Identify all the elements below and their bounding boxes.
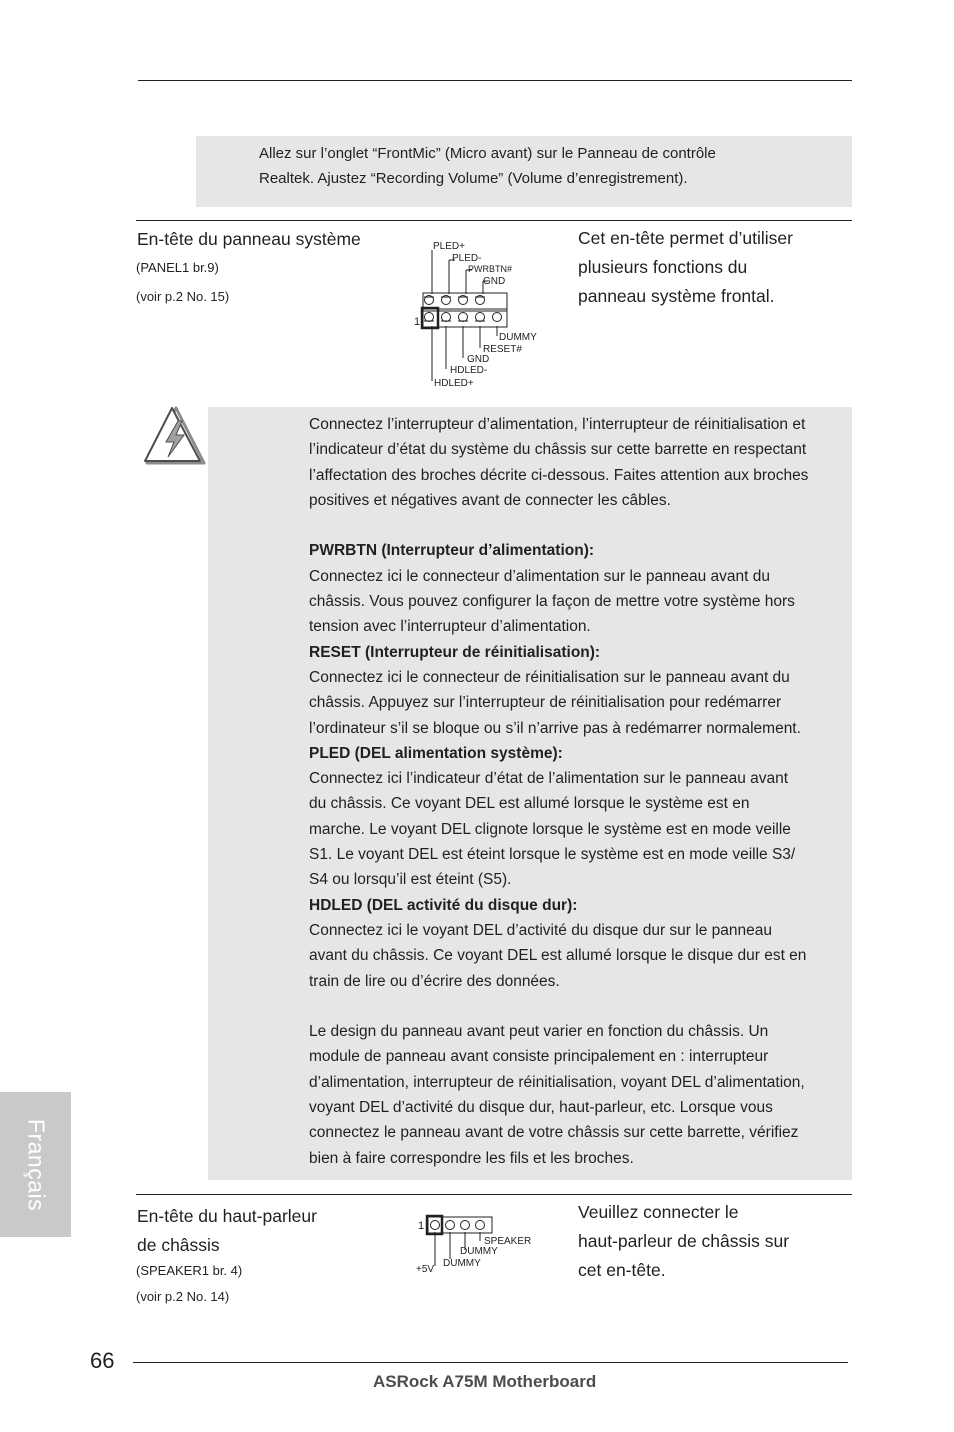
hdled-line-2: avant du châssis. Ce voyant DEL est allumé lorsque le disque dur est en — [309, 947, 807, 965]
language-tab-label: Français — [23, 1118, 49, 1211]
speaker-desc-line-2: haut-parleur de châssis sur — [578, 1231, 790, 1251]
pin-label-gnd-bottom: GND — [467, 354, 490, 365]
intro-line-1: Connectez l’interrupteur d’alimentation, l’interrupteur de réinitialisation et — [309, 416, 806, 433]
speaker-pin1-label: 1 — [418, 1220, 425, 1232]
pwrbtn-line-3: tension avec l’interrupteur d’alimentation. — [309, 618, 591, 636]
pin-label-hdled-minus: HDLED- — [450, 365, 488, 376]
speaker-section-rule — [136, 1194, 852, 1195]
speaker-header-title — [137, 1202, 317, 1260]
hdled-line-3: train de lire ou d’écrire des données. — [309, 972, 560, 990]
speaker-title-line-1: En-tête du haut-parleur — [137, 1206, 317, 1226]
speaker-label-dummy-1: DUMMY — [460, 1246, 498, 1257]
speaker-header-see: (voir p.2 No. 14) — [136, 1289, 230, 1304]
hdled-line-1: Connectez ici le voyant DEL d’activité du disque dur sur le panneau — [309, 921, 772, 939]
speaker-title-line-2: de châssis — [137, 1235, 220, 1255]
panel-pin-diagram — [410, 236, 550, 392]
design-line-5: connectez le panneau avant de votre châssis sur cette barrette, vérifiez — [309, 1124, 799, 1142]
speaker-header-ref: (SPEAKER1 br. 4) — [136, 1263, 243, 1278]
panel-header-description — [578, 224, 793, 311]
lightning-warning-icon — [142, 405, 206, 467]
panel-header-see: (voir p.2 No. 15) — [136, 289, 230, 304]
footer-rule — [133, 1362, 848, 1363]
reset-line-2: châssis. Appuyez sur l’interrupteur de réinitialisation pour redémarrer — [309, 694, 782, 712]
language-side-tab — [0, 1092, 71, 1237]
pin-label-pled-plus: PLED+ — [433, 241, 465, 252]
top-rule — [138, 80, 852, 81]
panel-desc-line-2: plusieurs fonctions du — [578, 257, 748, 277]
intro-line-2: l’indicateur d’état du système du châssis sur cette barrette en respectant — [309, 441, 807, 459]
pwrbtn-line-1: Connectez ici le connecteur d’alimentation sur le panneau avant du — [309, 567, 770, 585]
design-line-1: Le design du panneau avant peut varier en fonction du châssis. Un — [309, 1023, 769, 1041]
panel-bottom-row — [423, 309, 507, 327]
design-line-2: module de panneau avant consiste principalement en : interrupteur — [309, 1048, 769, 1066]
note-line-2: Realtek. Ajustez “Recording Volume” (Volume d’enregistrement). — [259, 170, 688, 187]
speaker-label-speaker: SPEAKER — [484, 1236, 532, 1247]
pin-label-pled-minus: PLED- — [452, 253, 482, 264]
panel-desc-line-3: panneau système frontal. — [578, 286, 775, 306]
pin-label-pwrbtn: PWRBTN# — [468, 264, 513, 274]
pled-line-3: marche. Le voyant DEL clignote lorsque le système est en mode veille — [309, 820, 791, 838]
pled-line-5: S4 ou lorsqu’il est éteint (S5). — [309, 871, 512, 889]
pin-label-dummy: DUMMY — [499, 332, 537, 343]
design-line-6: bien à faire correspondre les fils et les broches. — [309, 1149, 634, 1167]
pled-line-4: S1. Le voyant DEL est éteint lorsque le système est en mode veille S3/ — [309, 846, 796, 864]
panel-header-ref: (PANEL1 br.9) — [136, 260, 219, 275]
speaker-label-dummy-2: DUMMY — [443, 1258, 481, 1269]
speaker-header-description — [578, 1198, 789, 1285]
pled-line-2: du châssis. Ce voyant DEL est allumé lorsque le système est en — [309, 795, 750, 813]
panel-header-title: En-tête du panneau système — [137, 229, 361, 249]
pwrbtn-title: PWRBTN (Interrupteur d’alimentation): — [309, 542, 595, 560]
pled-title: PLED (DEL alimentation système): — [309, 744, 563, 762]
reset-line-3: l’ordinateur s’il se bloque ou s’il n’arrive pas à redémarrer normalement. — [309, 719, 801, 737]
page-number: 66 — [90, 1348, 115, 1373]
warning-text — [309, 412, 854, 1171]
speaker-desc-line-3: cet en-tête. — [578, 1260, 666, 1280]
pwrbtn-line-2: châssis. Vous pouvez configurer la façon de mettre votre système hors — [309, 593, 795, 611]
intro-line-3: l’affectation des broches décrite ci-dessous. Faites attention aux broches — [309, 466, 809, 484]
section-rule — [136, 220, 852, 221]
footer-title: ASRock A75M Motherboard — [373, 1372, 597, 1391]
note-line-1: Allez sur l’onglet “FrontMic” (Micro avant) sur le Panneau de contrôle — [259, 145, 716, 162]
pin-label-reset: RESET# — [483, 344, 522, 355]
reset-title: RESET (Interrupteur de réinitialisation): — [309, 643, 601, 661]
panel-desc-line-1: Cet en-tête permet d’utiliser — [578, 228, 793, 248]
speaker-label-5v: +5V — [416, 1264, 435, 1275]
speaker-pin-diagram — [412, 1212, 547, 1276]
design-line-4: voyant DEL d’activité du disque dur, haut-parleur, etc. Lorsque vous — [309, 1099, 773, 1117]
reset-line-1: Connectez ici le connecteur de réinitialisation sur le panneau avant du — [309, 668, 790, 686]
hdled-title: HDLED (DEL activité du disque dur): — [309, 896, 578, 914]
intro-line-4: positives et négatives avant de connecter les câbles. — [309, 491, 671, 509]
speaker-desc-line-1: Veuillez connecter le — [578, 1202, 739, 1222]
pled-line-1: Connectez ici l’indicateur d’état de l’alimentation sur le panneau avant — [309, 770, 789, 788]
pin-label-hdled-plus: HDLED+ — [434, 378, 474, 389]
pin1-label: 1 — [414, 316, 421, 328]
pin-label-gnd-top: GND — [483, 276, 506, 287]
design-line-3: d’alimentation, interrupteur de réinitialisation, voyant DEL d’alimentation, — [309, 1073, 805, 1091]
